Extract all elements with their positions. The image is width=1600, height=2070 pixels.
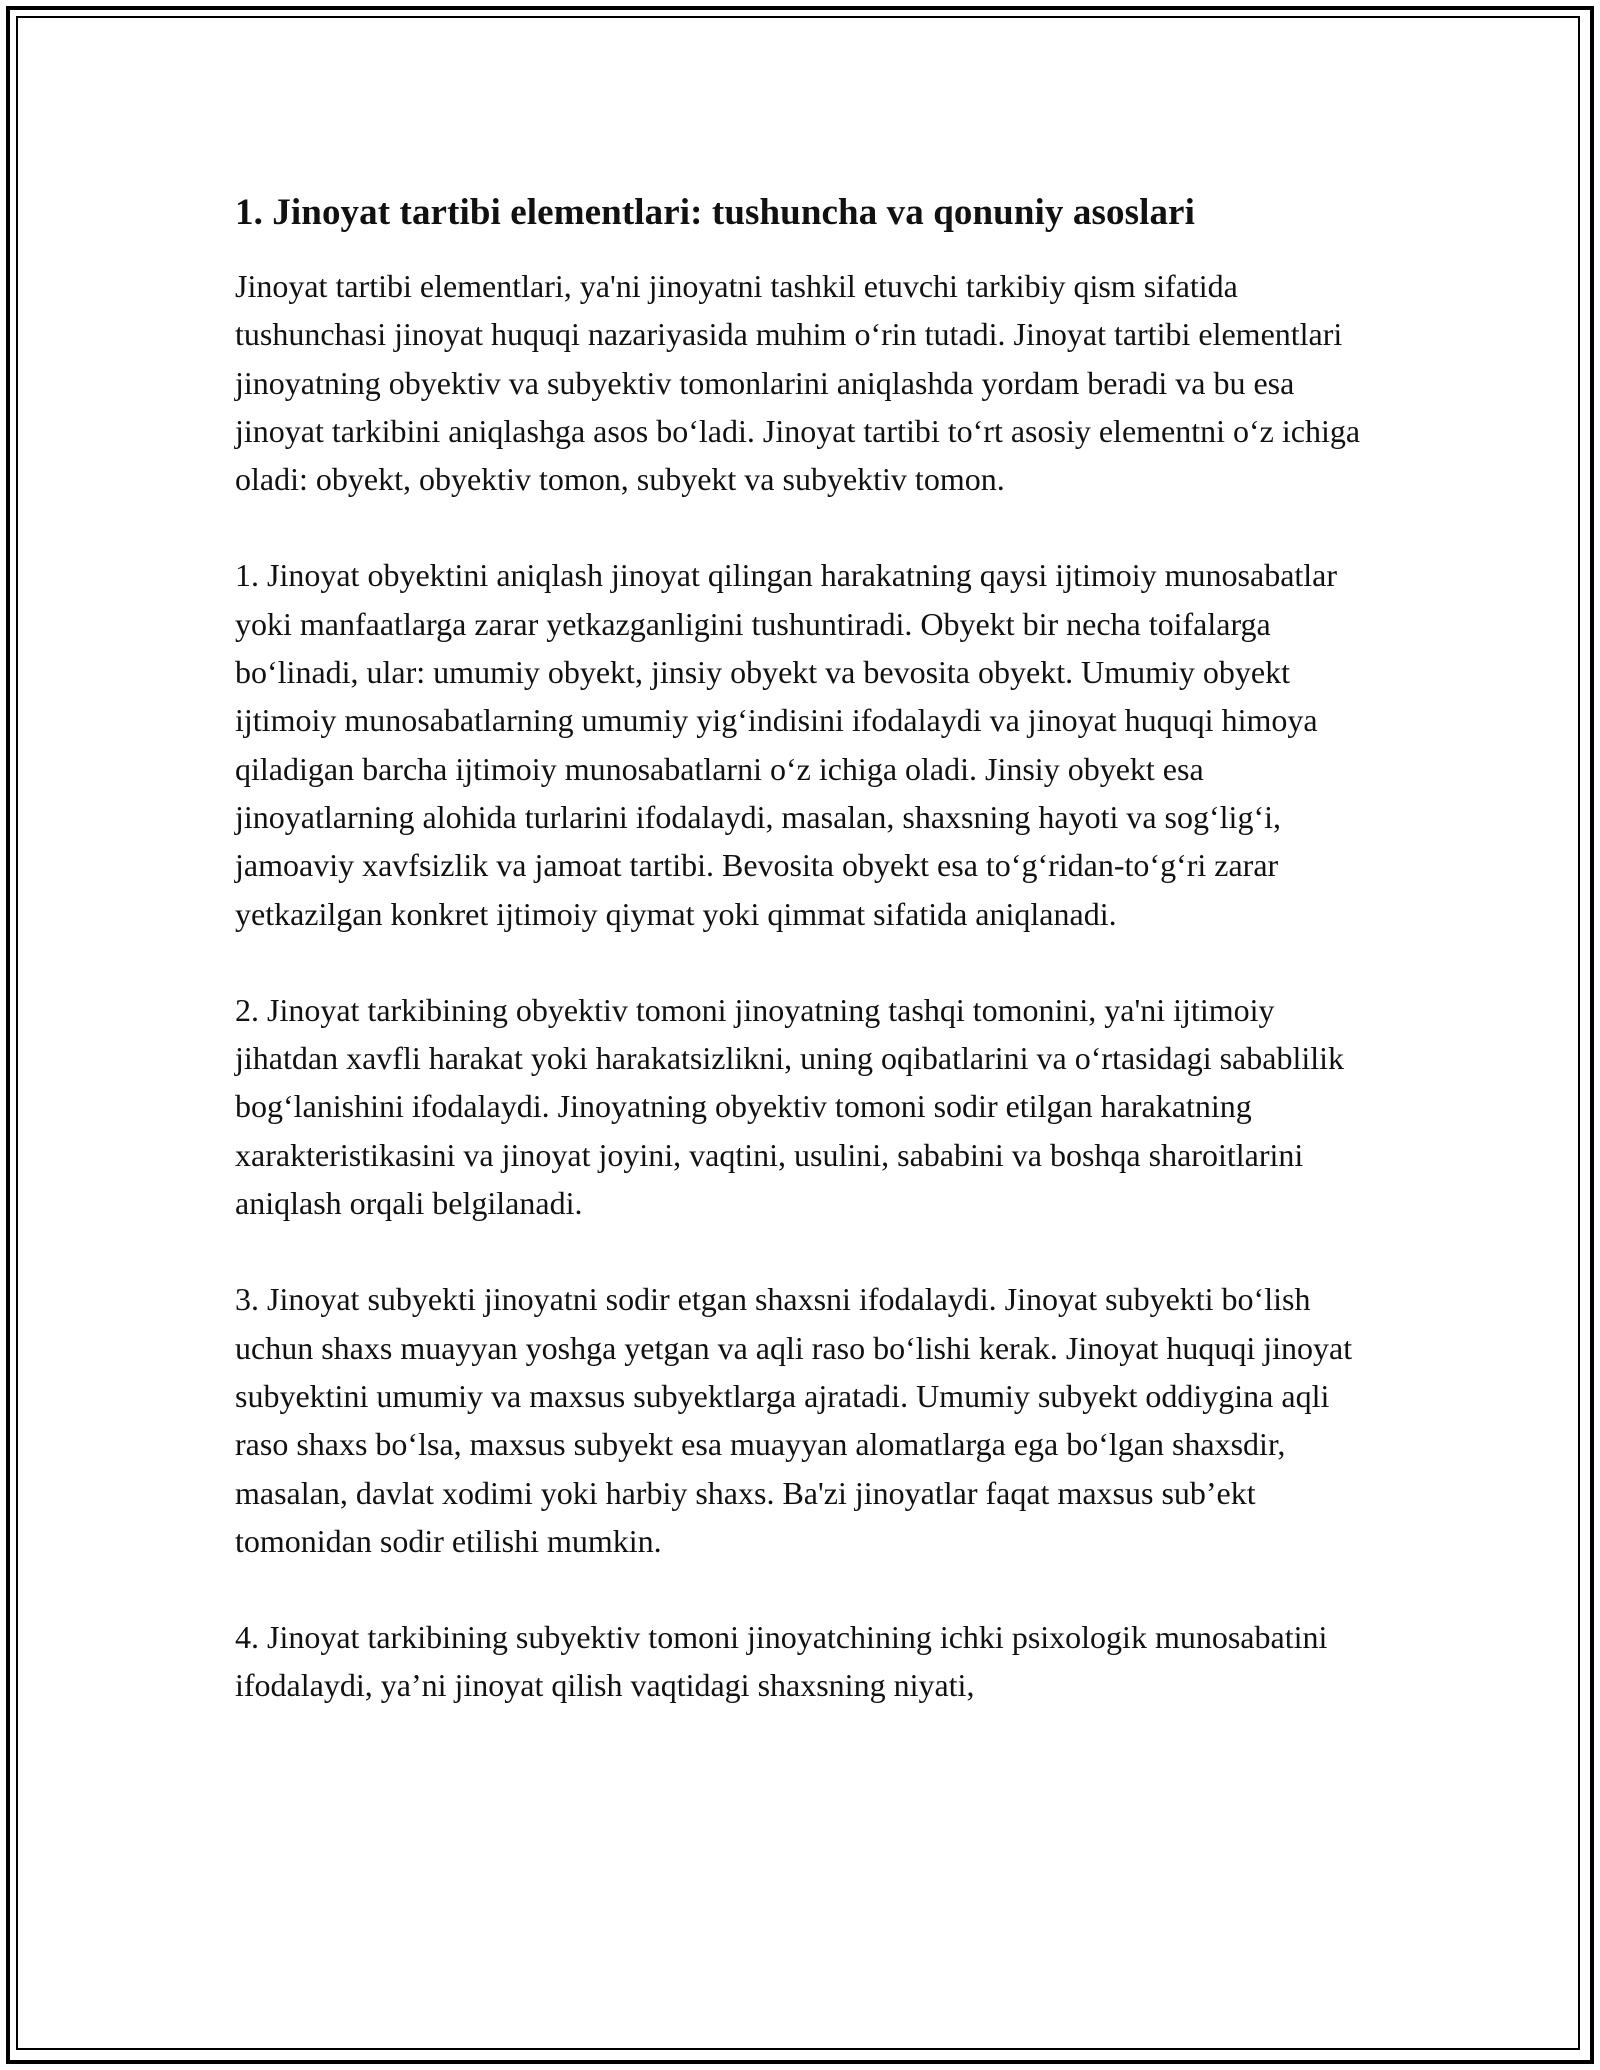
section-heading: 1. Jinoyat tartibi elementlari: tushuncha va qonuniy asoslari [235,192,1195,233]
paragraph-subjective-side: 4. Jinoyat tarkibining subyektiv tomoni jinoyatchining ichki psixologik munosabatini ifodalaydi, ya’ni jinoyat qilish vaqtidagi shaxsning niyati, [235,1619,1328,1704]
document-body [235,190,1370,1758]
paragraph-intro: Jinoyat tartibi elementlari, ya'ni jinoyatni tashkil etuvchi tarkibiy qism sifatida tushunchasi jinoyat huquqi nazariyasida muhim o‘rin tutadi. Jinoyat tartibi elementlari jinoyatning obyektiv va subyektiv tomonlarini aniqlashda yordam beradi va bu esa jinoyat tarkibini aniqlashga asos bo‘ladi. Jinoyat tartibi to‘rt asosiy elementni o‘z ichiga oladi: obyekt, obyektiv tomon, subyekt va subyektiv tomon. [235,268,1361,498]
paragraph-object: 1. Jinoyat obyektini aniqlash jinoyat qilingan harakatning qaysi ijtimoiy munosabatlar yoki manfaatlarga zarar yetkazganligini tushuntiradi. Obyekt bir necha toifalarga bo‘linadi, ular: umumiy obyekt, jinsiy obyekt va bevosita obyekt. Umumiy obyekt ijtimoiy munosabatlarning umumiy yig‘indisini ifodalaydi va jinoyat huquqi himoya qiladigan barcha ijtimoiy munosabatlarni o‘z ichiga oladi. Jinsiy obyekt esa jinoyatlarning alohida turlarini ifodalaydi, masalan, shaxsning hayoti va sog‘lig‘i, jamoaviy xavfsizlik va jamoat tartibi. Bevosita obyekt esa to‘g‘ridan-to‘g‘ri zarar yetkazilgan konkret ijtimoiy qiymat yoki qimmat sifatida aniqlanadi. [235,557,1338,932]
paragraph-subject: 3. Jinoyat subyekti jinoyatni sodir etgan shaxsni ifodalaydi. Jinoyat subyekti bo‘lish uchun shaxs muayyan yoshga yetgan va aqli raso bo‘lishi kerak. Jinoyat huquqi jinoyat subyektini umumiy va maxsus subyektlarga ajratadi. Umumiy subyekt oddiygina aqli raso shaxs bo‘lsa, maxsus subyekt esa muayyan alomatlarga ega bo‘lgan shaxsdir, masalan, davlat xodimi yoki harbiy shaxs. Ba'zi jinoyatlar faqat maxsus sub’ekt tomonidan sodir etilishi mumkin. [235,1281,1353,1559]
paragraph-objective-side: 2. Jinoyat tarkibining obyektiv tomoni jinoyatning tashqi tomonini, ya'ni ijtimoiy jihatdan xavfli harakat yoki harakatsizlikni, uning oqibatlarini va o‘rtasidagi sabablilik bog‘lanishini ifodalaydi. Jinoyatning obyektiv tomoni sodir etilgan harakatning xarakteristikasini va jinoyat joyini, vaqtini, usulini, sababini va boshqa sharoitlarini aniqlash orqali belgilanadi. [235,991,1345,1222]
